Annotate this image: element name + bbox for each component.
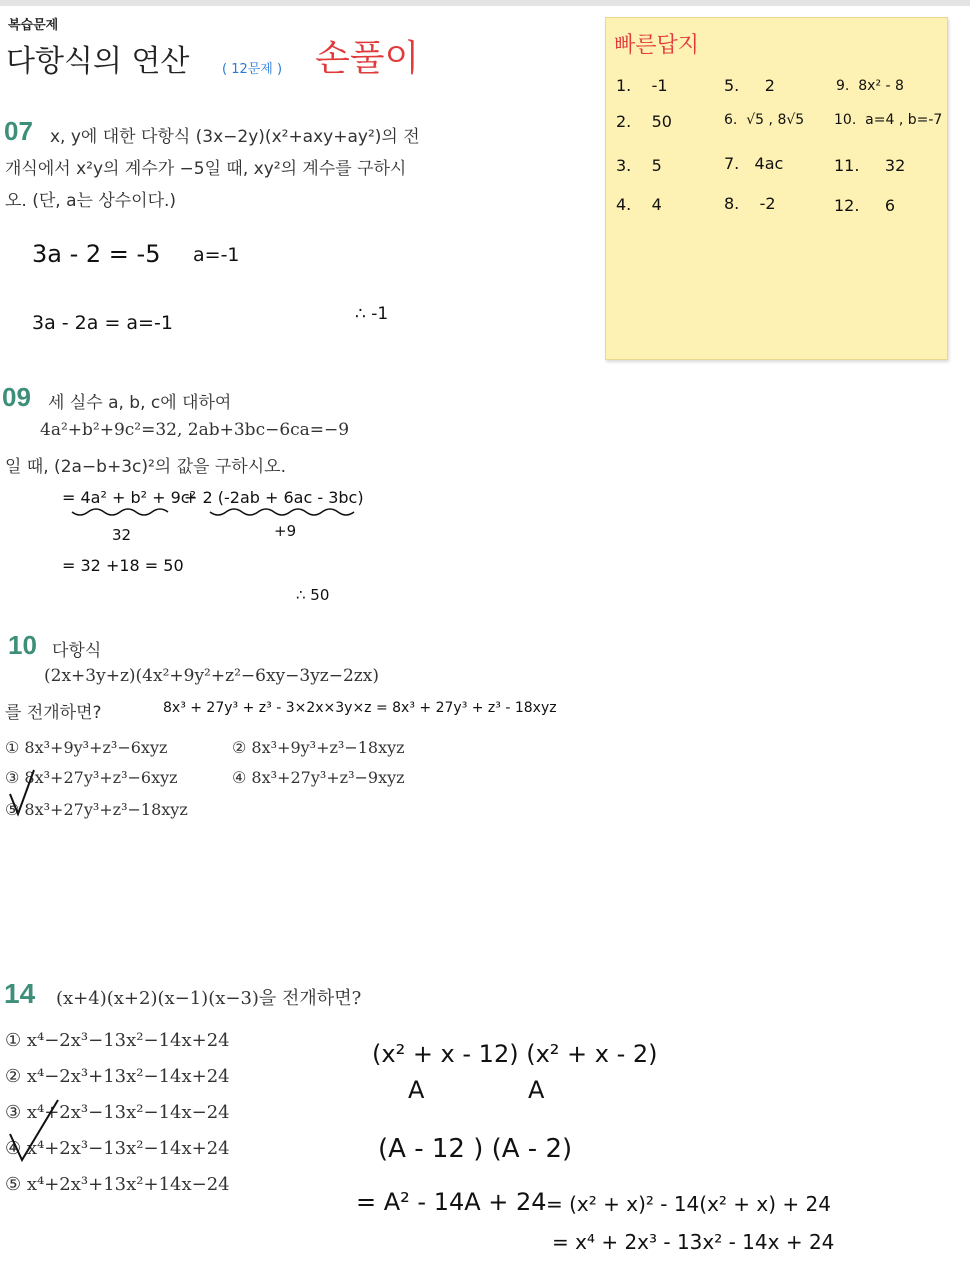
q09-under-9: +9 [274, 522, 297, 540]
q10-choice-1[interactable]: ① 8x³+9y³+z³−6xyz [5, 738, 168, 757]
q09-text-line1: 세 실수 a, b, c에 대하여 [48, 393, 232, 413]
q14-work-line2: (A - 12 ) (A - 2) [378, 1134, 573, 1164]
top-bar [0, 0, 970, 6]
answer-item: 1. -1 [616, 76, 668, 95]
q14-label-a2: A [528, 1076, 545, 1104]
q09-text-line3: 일 때, (2a−b+3c)²의 값을 구하시오. [5, 457, 286, 477]
q10-text-line1: 다항식 [52, 641, 102, 661]
q09-under-32: 32 [112, 526, 132, 544]
question-number-09: 09 [2, 382, 31, 412]
q10-text-line2: (2x+3y+z)(4x²+9y²+z²−6xy−3yz−2zx) [44, 666, 379, 686]
answer-note-title: 빠른답지 [614, 33, 700, 58]
q14-work-line3: = A² - 14A + 24 [356, 1188, 547, 1216]
q09-work-line2: = 32 +18 = 50 [62, 556, 184, 575]
question-number-10: 10 [8, 630, 37, 660]
q09-text-line2: 4a²+b²+9c²=32, 2ab+3bc−6ca=−9 [40, 420, 350, 440]
q07-text-line2: 개식에서 x²y의 계수가 −5일 때, xy²의 계수를 구하시 [5, 159, 407, 179]
q14-work-line5: = x⁴ + 2x³ - 13x² - 14x + 24 [552, 1230, 835, 1254]
page-title: 다항식의 연산 [6, 44, 190, 79]
answer-item: 5. 2 [724, 76, 775, 95]
checkmark-icon [4, 764, 44, 820]
q14-choice-4[interactable]: ④ x⁴+2x³−13x²−14x+24 [5, 1138, 230, 1159]
q14-text-line1: (x+4)(x+2)(x−1)(x−3)을 전개하면? [56, 988, 362, 1009]
answer-item: 9. 8x² - 8 [836, 78, 904, 94]
q10-choice-4[interactable]: ④ 8x³+27y³+z³−9xyz [232, 768, 405, 787]
q10-choice-2[interactable]: ② 8x³+9y³+z³−18xyz [232, 738, 405, 757]
q14-work-line1: (x² + x - 12) (x² + x - 2) [372, 1040, 658, 1068]
q10-choice-3[interactable]: ③ 8x³+27y³+z³−6xyz [5, 768, 178, 787]
q07-result: ∴ -1 [355, 304, 389, 324]
answer-note [605, 17, 948, 360]
q07-text-line1: x, y에 대한 다항식 (3x−2y)(x²+axy+ay²)의 전 [50, 127, 420, 147]
checkmark-icon [4, 1094, 64, 1166]
handwritten-stamp: 손풀이 [315, 38, 420, 79]
answer-item: 2. 50 [616, 112, 672, 131]
q14-choice-5[interactable]: ⑤ x⁴+2x³+13x²+14x−24 [5, 1174, 230, 1195]
answer-item: 3. 5 [616, 156, 662, 175]
q07-work-line1: 3a - 2 = -5 [32, 240, 161, 268]
q14-work-line4: = (x² + x)² - 14(x² + x) + 24 [546, 1192, 831, 1216]
q10-text-line3: 를 전개하면? [5, 703, 102, 723]
q07-work-a: a=-1 [193, 244, 240, 266]
answer-item: 4. 4 [616, 195, 662, 214]
problem-count: ( 12문제 ) [222, 62, 283, 77]
underbrace-marks [70, 508, 360, 520]
q14-choice-1[interactable]: ① x⁴−2x³−13x²−14x+24 [5, 1030, 230, 1051]
q09-result: ∴ 50 [296, 586, 330, 604]
answer-item: 12. 6 [834, 196, 896, 215]
q07-text-line3: 오. (단, a는 상수이다.) [5, 191, 177, 211]
q14-choice-3[interactable]: ③ x⁴+2x³−13x²−14x−24 [5, 1102, 230, 1123]
q10-work: 8x³ + 27y³ + z³ - 3×2x×3y×z = 8x³ + 27y³ + z³ - 18xyz [163, 700, 557, 716]
q09-work-part2: + 2 (-2ab + 6ac - 3bc) [184, 488, 364, 507]
q09-work-part1: = 4a² + b² + 9c² [62, 488, 197, 507]
answer-item: 8. -2 [724, 194, 776, 213]
answer-item: 7. 4ac [724, 154, 784, 173]
answer-item: 10. a=4 , b=-7 [834, 112, 943, 128]
q14-label-a1: A [408, 1076, 425, 1104]
q10-choice-5[interactable]: ⑤ 8x³+27y³+z³−18xyz [5, 800, 188, 819]
q07-work-line2: 3a - 2a = a=-1 [32, 312, 173, 334]
answer-item: 6. √5 , 8√5 [724, 112, 805, 128]
q14-choice-2[interactable]: ② x⁴−2x³+13x²−14x+24 [5, 1066, 230, 1087]
question-number-07: 07 [4, 116, 33, 146]
question-number-14: 14 [4, 978, 36, 1009]
answer-item: 11. 32 [834, 156, 906, 175]
header-subtitle: 복습문제 [8, 18, 59, 33]
